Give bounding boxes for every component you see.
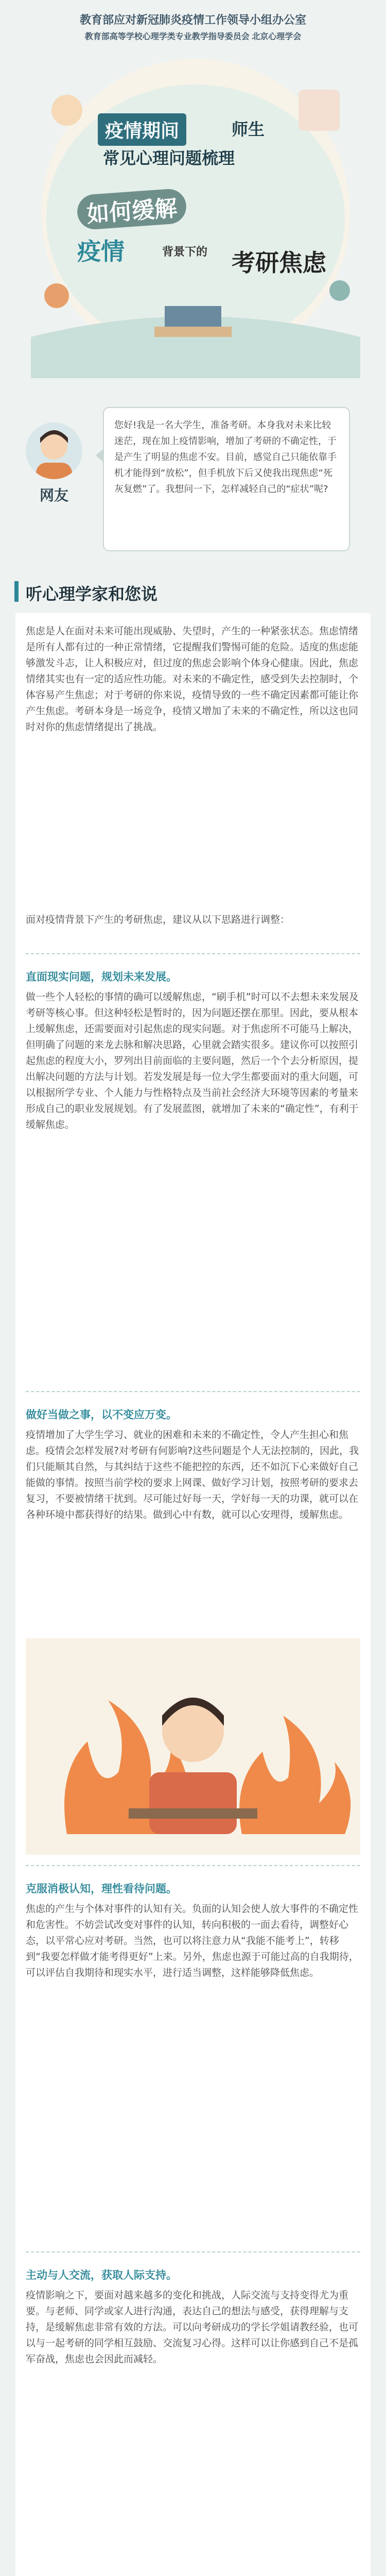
avatar-person-icon — [26, 422, 82, 479]
heading-3: 克服消极认知，理性看待问题。 — [26, 1883, 177, 1895]
divider — [26, 1391, 360, 1392]
divider — [26, 953, 360, 954]
intro-paragraph-2: 面对疫情背景下产生的考研焦虑，建议从以下思路进行调整： — [26, 914, 290, 925]
banner-title-line4a: 疫情 — [77, 238, 125, 265]
banner-title-line2: 常见心理问题梳理 — [103, 148, 235, 168]
banner-title-line4b: 背景下的 — [162, 246, 208, 259]
heading-2: 做好当做之事，以不变应万变。 — [26, 1409, 177, 1421]
section-bar — [14, 581, 19, 602]
divider — [26, 2251, 360, 2252]
banner-illustration — [10, 48, 376, 378]
banner-title-line3: 如何缓解 — [76, 188, 187, 231]
section-title: 听心理学家和您说 — [26, 584, 158, 604]
heading-1: 直面现实问题，规划未来发展。 — [26, 971, 177, 983]
intro-paragraph-1: 焦虑是人在面对未来可能出现威胁、失望时，产生的一种紧张状态。焦虑情绪是所有人都有过的一种正常情绪，它提醒我们警惕可能的危险。适度的焦虑能够激发斗志，让人积极应对，但过度的焦虑会影响个体身心健康。因此，焦虑情绪其实也有一定的适应性功能。对未来的不确定性，感受到失去控制时，个体容易产生焦虑；对于考研的你来说，疫情导致的一些不确定因素都可能让你产生焦虑。考研本身是一场竞争，疫情又增加了未来的不确定性，所以这也同时对你的焦虑情绪提出了挑战。 — [26, 625, 359, 733]
banner-title-part1: 疫情期间 — [98, 113, 186, 146]
dialogue — [15, 407, 371, 562]
section-heading — [10, 577, 376, 606]
banner-title-line4c: 考研焦虑 — [232, 249, 326, 277]
avatar — [26, 422, 82, 479]
body-3: 焦虑的产生与个体对事件的认知有关。负面的认知会使人放大事件的不确定性和危害性。不妨尝试改变对事件的认知，转向积极的一面去看待，调整好心态，以平常心应对考研。当然，也可以将注意力从“我能不能考上”，转移到“我要怎样做才能考得更好”上来。另外，焦虑也源于可能过高的自我期待，可以评估自我期待和现实水平，进行适当调整，这样能够降低焦虑。 — [26, 1903, 359, 1978]
speaker-name: 网友 — [39, 487, 68, 504]
heading-4: 主动与人交流，获取人际支持。 — [26, 2269, 177, 2281]
org-line-1: 教育部应对新冠肺炎疫情工作领导小组办公室 — [79, 13, 306, 26]
body-1: 做一些个人轻松的事情的确可以缓解焦虑，“刷手机”时可以不去想未来发展及考研等核心事。但这种轻松是暂时的，因为问题还摆在那里。因此，要从根本上缓解焦虑，还需要面对引起焦虑的现实问题。对于焦虑所不可能马上解决，但明确了问题的来龙去脉和解决思路，心里就会踏实很多。建议你可以按照引起焦虑的程度大小，罗列出目前面临的主要问题，然后一个个去分析原因，提出解决问题的方法与计划。若发发展是每一位大学生都要面对的重大问题，可以根据所学专业、个人能力与性格特点及当前社会经济大环境等因素的考量来形成自己的职业发展规划。有了发展蓝图，就增加了未来的“确定性”，有利于缓解焦虑。 — [26, 991, 359, 1130]
content-card — [15, 613, 371, 2576]
illustration-fire-study — [26, 1638, 360, 1855]
divider — [26, 1865, 360, 1866]
question-bubble: 您好!我是一名大学生，准备考研。本身我对未来比较迷茫，现在加上疫情影响，增加了考研的不确定性，于是产生了明显的焦虑不安。目前，感觉自己只能依靠手机才能得到“放松”，但手机放下后又使我出现焦虑“死灰复燃”了。我想问一下，怎样减轻自己的“症状”呢? — [103, 407, 350, 551]
banner — [10, 48, 376, 378]
body-4: 疫情影响之下，要面对越来越多的变化和挑战，人际交流与支持变得尤为重要。与老师、同学或家人进行沟通，表达自己的想法与感受，获得理解与支持，是缓解焦虑非常有效的方法。可以向考研成功的学长学姐请教经验，也可以与一起考研的同学相互鼓励、交流复习心得。这样可以让你感到自己不是孤军奋战，焦虑也会因此而减轻。 — [26, 2290, 359, 2365]
org-line-2: 教育部高等学校心理学类专业教学指导委员会 北京心理学会 — [84, 32, 302, 41]
body-2: 疫情增加了大学生学习、就业的困难和未来的不确定性，令人产生担心和焦虑。疫情会怎样发展?对考研有何影响?这些问题是个人无法控制的，因此，我们只能顺其自然，与其纠结于这些不能把控的东西，还不如沉下心来做好自己能做的事情。按照当前学校的要求上网课、做好学习计划，按照考研的要求去复习，不要被情绪干扰到。尽可能过好每一天，学好每一天的功课，就可以在各种环境中都获得好的结果。做到心中有数，就可以心安理得，缓解焦虑。 — [26, 1429, 359, 1520]
banner-title-part1b: 师生 — [232, 120, 265, 139]
